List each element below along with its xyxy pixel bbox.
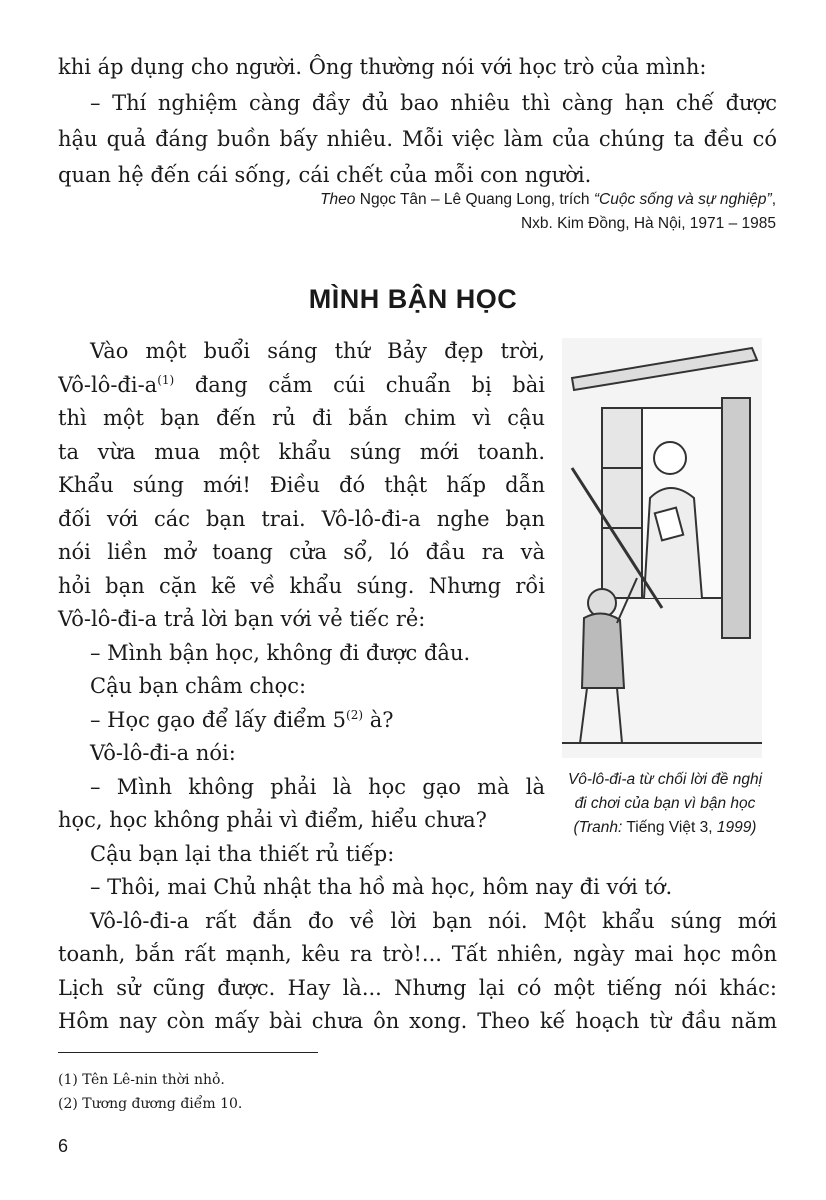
text-line: toanh, bắn rất mạnh, kêu ra trò!... Tất nhiên, ngày mai học môn bbox=[58, 942, 777, 966]
text-line: ta vừa mua một khẩu súng mới toanh. bbox=[58, 439, 545, 464]
story-title: MÌNH BẬN HỌC bbox=[308, 284, 518, 314]
text-line: quan hệ đến cái sống, cái chết của mỗi con người. bbox=[58, 163, 592, 187]
footnote-ref: (2) bbox=[346, 707, 364, 722]
text-line: thì một bạn đến rủ đi bắn chim vì cậu bbox=[58, 406, 545, 430]
text-line: – Thí nghiệm càng đầy đủ bao nhiêu thì càng hạn chế được bbox=[90, 91, 777, 115]
text-line: đối với các bạn trai. Vô-lô-đi-a nghe bạn bbox=[58, 506, 545, 531]
text-line: Khẩu súng mới! Điều đó thật hấp dẫn bbox=[58, 473, 545, 497]
text-line: – Thôi, mai Chủ nhật tha hồ mà học, hôm nay đi với tớ. bbox=[90, 875, 673, 899]
text-line: Cậu bạn châm chọc: bbox=[90, 674, 307, 698]
citation-publisher: Nxb. Kim Đồng, Hà Nội, 1971 – 1985 bbox=[520, 215, 776, 232]
citation-authors: Ngọc Tân – Lê Quang Long, trích bbox=[355, 191, 594, 208]
text-line: hỏi bạn cặn kẽ về khẩu súng. Nhưng rồi bbox=[58, 573, 545, 598]
citation-theo: Theo bbox=[320, 191, 356, 208]
text-line bbox=[58, 703, 545, 737]
caption-source bbox=[560, 816, 770, 840]
caption-span: 1999) bbox=[716, 819, 757, 836]
text-span: Vô-lô-đi-a bbox=[58, 372, 158, 397]
footnote: (2) Tương đương điểm 10. bbox=[58, 1096, 243, 1112]
text-line: – Mình không phải là học gạo mà là bbox=[90, 774, 545, 799]
footnote-ref: (1) bbox=[157, 372, 175, 387]
text-line bbox=[58, 368, 545, 402]
text-line: – Mình bận học, không đi được đâu. bbox=[90, 640, 471, 665]
text-line: Vào một buổi sáng thứ Bảy đẹp trời, bbox=[90, 339, 545, 363]
caption-line: Vô-lô-đi-a từ chối lời đề nghị bbox=[567, 771, 763, 788]
caption-line: đi chơi của bạn vì bận học bbox=[574, 795, 756, 812]
text-line: Cậu bạn lại tha thiết rủ tiếp: bbox=[90, 841, 395, 866]
caption-span: Tiếng Việt 3, bbox=[622, 819, 717, 836]
text-span: đang cắm cúi chuẩn bị bài bbox=[174, 372, 545, 397]
text-line: Lịch sử cũng được. Hay là... Nhưng lại có một tiếng nói khác: bbox=[58, 975, 777, 1000]
footnote: (1) Tên Lê-nin thời nhỏ. bbox=[58, 1072, 225, 1088]
text-line: hậu quả đáng buồn bấy nhiêu. Mỗi việc làm của chúng ta đều có bbox=[58, 127, 777, 151]
citation-line-1 bbox=[320, 188, 776, 212]
text-line: nói liền mở toang cửa sổ, ló đầu ra và bbox=[58, 540, 545, 564]
caption-span: (Tranh: bbox=[573, 819, 623, 836]
text-line: học, học không phải vì điểm, hiểu chưa? bbox=[58, 808, 487, 832]
page-number: 6 bbox=[58, 1136, 69, 1156]
text-line: khi áp dụng cho người. Ông thường nói với học trò của mình: bbox=[58, 55, 707, 79]
citation-comma: , bbox=[771, 191, 776, 208]
text-span: à? bbox=[363, 707, 394, 732]
footnote-divider bbox=[58, 1052, 318, 1053]
citation-work: “Cuộc sống và sự nghiệp” bbox=[593, 191, 772, 208]
text-line: Vô-lô-đi-a trả lời bạn với vẻ tiếc rẻ: bbox=[58, 607, 426, 631]
text-line: Vô-lô-đi-a nói: bbox=[90, 741, 236, 765]
text-span: – Học gạo để lấy điểm 5 bbox=[90, 707, 347, 732]
illustration-caption bbox=[560, 768, 770, 840]
illustration-boy-at-window bbox=[562, 338, 762, 758]
text-line: Hôm nay còn mấy bài chưa ôn xong. Theo kế hoạch từ đầu năm bbox=[58, 1009, 777, 1033]
text-line: Vô-lô-đi-a rất đắn đo về lời bạn nói. Một khẩu súng mới bbox=[90, 908, 777, 933]
